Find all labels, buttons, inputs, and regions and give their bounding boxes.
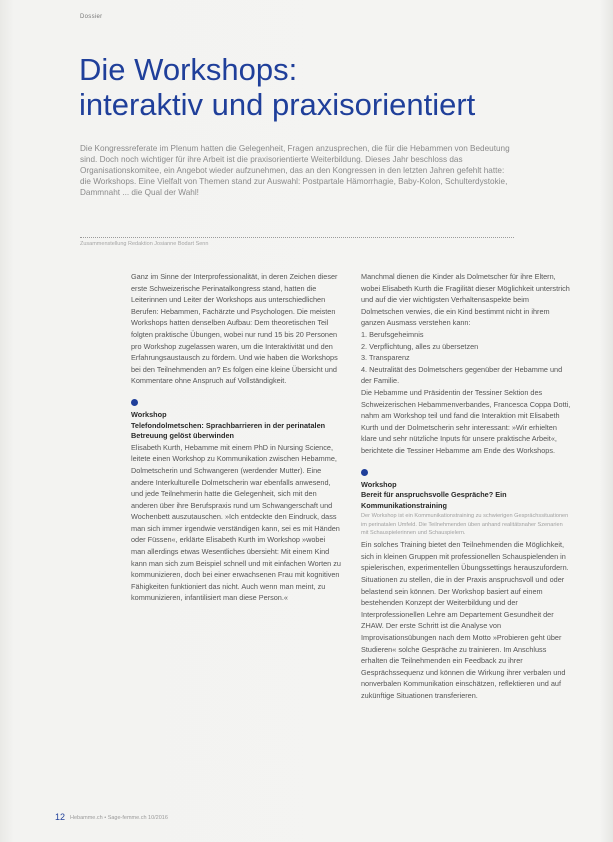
workshop-title: Bereit für anspruchsvolle Gespräche? Ein Kommunikationstraining <box>361 490 507 510</box>
workshop-note: Der Workshop ist ein Kommunikationstraining zu schwierigen Gesprächssituationen im perinatalen Umfeld. Die Teilnehmenden üben anhand realitätsnaher Szenarien mit Schauspielerinnen und Schauspielern. <box>361 513 569 536</box>
list-item: 1. Berufsgeheimnis <box>361 329 424 339</box>
lead-paragraph: Die Kongressreferate im Plenum hatten die Gelegenheit, Fragen anzusprechen, die für die Hebammen von Bedeutung sind. Doch noch wichtiger für ihre Arbeit ist die praxisorientierte Weiterbildung. Dieses Jahr beschloss das Organisationskomitee, ein Angebot wieder aufzunehmen, das an den Kongressen in den letzten Jahren gefehlt hatte: die Workshops. Eine Vielfalt von Themen stand zur Auswahl: Postpartale Hämorrhagie, Baby-Kolon, Schulterdystokie, Dammnaht ... die Qual der Wahl! <box>80 144 510 198</box>
title-line-1: Die Workshops: <box>79 52 298 87</box>
section-label: Dossier <box>80 14 103 20</box>
workshop-title: Telefondolmetschen: Sprachbarrieren in der perinatalen Betreuung gelöst überwinden <box>131 420 326 441</box>
intro-paragraph: Ganz im Sinne der Interprofessionalität, in deren Zeichen dieser erste Schweizerische Perinatalkongress stand, hatten die Leiterinnen und Leiter der Workshops aus unterschiedlichen Berufen: Hebammen, Fachärzte und Psychologen. Die meisten Workshops hatten denselben Aufbau: Dem theoretischen Teil folgten praktische Übungen, wobei nur rund 15 bis 20 Personen pro Workshop zugelassen waren, um die Interaktivität und den Erfahrungsaustausch zu fördern. Und wie haben die Workshops bei den Teilnehmenden an? Es folgen eine kleine Übersicht und Kommentare ohne Anspruch auf Vollständigkeit. <box>131 272 338 386</box>
workshop-label: Workshop <box>131 409 167 419</box>
page-title <box>79 52 579 122</box>
workshop-label: Workshop <box>361 479 397 489</box>
footer-publication: Hebamme.ch • Sage-femme.ch 10/2016 <box>70 815 168 821</box>
numbered-list <box>361 329 571 387</box>
workshop-body: Elisabeth Kurth, Hebamme mit einem PhD in Nursing Science, leitete einen Workshop zu Kommunikation zwischen Hebamme, Dolmetscherin und Schwangeren (werdender Mutter). Eine andere Interkulturelle Dolmetscherin war ebenfalls anwesend, und jede Teilnehmerin hatte die Gelegenheit, sich mit den anderen über ihre Berufspraxis rund um Schwangerschaft und Wochenbett auszutauschen. »Ich entdeckte den Eindruck, dass man sich immer irgendwie verständigen kann, sei es mit Händen oder Füssen«, erklärte Elisabeth Kurth im Workshop »wobei man allerdings etwas Wesentliches übersieht: Mit einem Kind kann man sich zum Beispiel schnell und mit einfachen Worten zu kommunizieren, doch bei einer erwachsenen Frau mit kognitiven Fähigkeiten funktioniert das nicht. Auch wenn man meint, zu kommunizieren, infantilisiert man diese Person.« <box>131 442 341 603</box>
blue-bullet-icon <box>131 399 138 406</box>
list-item: 2. Verpflichtung, alles zu übersetzen <box>361 341 479 351</box>
author-credit: Zusammenstellung Redaktion Josianne Bodart Senn <box>80 241 209 247</box>
title-line-2: interaktiv und praxisorientiert <box>79 87 476 122</box>
after-list-paragraph: Die Hebamme und Präsidentin der Tessiner Sektion des Schweizerischen Hebammenverbandes, Francesca Coppa Dotti, nahm am Workshop teil und fand die Interaktion mit Elisabeth Kurth und der Dolmetscherin sehr interessant: »Wir erhielten klare und sehr nützliche Inputs für unsere praktische Arbeit«, berichtete die Tessiner Hebamme am Ende des Workshops. <box>361 387 571 455</box>
dotted-divider <box>80 237 514 238</box>
list-item: 4. Neutralität des Dolmetschers gegenüber der Hebamme und der Familie. <box>361 364 563 386</box>
list-item: 3. Transparenz <box>361 353 410 363</box>
workshop-body: Ein solches Training bietet den Teilnehmenden die Möglichkeit, sich in kleinen Gruppen mit professionellen Schauspielenden in spielerischen, experimentellen Übungssettings herauszufordern. Situationen zu stellen, die in der Praxis anspruchsvoll und oder belastend sein können. Der Workshop basiert auf einem bestehenden Konzept der Weiterbildung und der Interprofessionellen Lehre am Departement Gesundheit der ZHAW. Der erste Schritt ist die Analyse von Improvisationsübungen nach dem Motto »Probieren geht über Studieren« solche Gespräche zu trainieren. Im Anschluss erhalten die Teilnehmenden ein Feedback zu ihrer Gesprächssequenz und können die Wirkung ihrer verbalen und nonverbalen Kommunikation einschätzen, reflektieren und auf zukünftige Situationen transferieren. <box>361 540 569 700</box>
intro-paragraph: Manchmal dienen die Kinder als Dolmetscher für ihre Eltern, wobei Elisabeth Kurth die Fragilität dieser Möglichkeit unterstrich und auf die vier wichtigsten Verhaltensaspekte beim Dolmetschen verwies, die ein Kind bestimmt nicht in ihrem ganzen Ausmass verstehen kann: <box>361 272 570 328</box>
blue-bullet-icon <box>361 469 368 476</box>
right-column <box>361 271 571 701</box>
page-number: 12 <box>55 812 66 822</box>
left-column <box>131 271 341 604</box>
